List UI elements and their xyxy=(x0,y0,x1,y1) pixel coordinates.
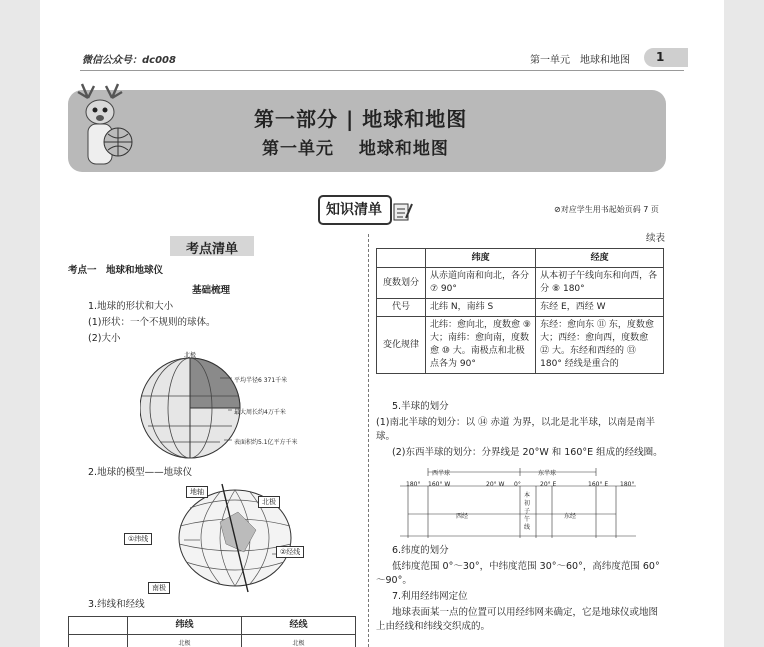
item-globe-model: 2.地球的模型——地球仪 xyxy=(88,467,193,478)
item-size: (2)大小 xyxy=(88,333,121,344)
page-num-tab xyxy=(644,48,688,67)
student-book-ref: ⊘对应学生用书起始页码 7 页 xyxy=(554,205,659,214)
continued-label: 续表 xyxy=(646,233,666,244)
north-pole-label: 北极 xyxy=(184,352,197,359)
lon-header: 经线 xyxy=(242,617,356,635)
tick-160w: 160° W xyxy=(428,481,451,488)
west-longitude-label: 西经 xyxy=(456,513,469,520)
tick-160e: 160° E xyxy=(588,481,609,488)
row-label: 度数划分 xyxy=(377,268,426,299)
table-cell: 从本初子午线向东和向西，各分 ⑧ 180° xyxy=(536,268,664,299)
table-cell: 北纬：愈向北，度数愈 ⑨ 大；南纬：愈向南，度数愈 ⑩ 大。南极点和北极点各为 90° xyxy=(426,317,536,374)
tick-0: 0° xyxy=(514,481,521,488)
grid-positioning-text: 地球表面某一点的位置可以用经纬网来确定，它是地球仪或地图上由经线和纬线交织成的。 xyxy=(376,607,659,632)
globe-model-diagram xyxy=(160,482,310,594)
column-divider xyxy=(368,234,369,647)
longitude-header: 经度 xyxy=(536,249,664,268)
row-label xyxy=(69,635,128,647)
lon-cell: 北极 xyxy=(242,635,356,647)
table-cell: 东经 E，西经 W xyxy=(536,299,664,317)
header-rule xyxy=(80,70,684,71)
table-corner xyxy=(377,249,426,268)
lat-lon-cont-table xyxy=(376,248,664,374)
globe-north-label: 北极 xyxy=(258,496,280,508)
table-cell: 北纬 N，南纬 S xyxy=(426,299,536,317)
row-label: 变化规律 xyxy=(377,317,426,374)
tick-180w: 180° xyxy=(406,481,421,488)
table-cell: 东经：愈向东 ⑪ 东，度数愈大；西经：愈向西，度数愈 ⑫ 大。东经和西经的 ⑬ 180° 经线是重合的 xyxy=(536,317,664,374)
west-hemisphere-label: 西半球 xyxy=(432,470,451,477)
east-longitude-label: 东经 xyxy=(564,513,577,520)
item-grid-positioning: 7.利用经纬网定位 xyxy=(392,591,468,602)
unit-title: 第一单元 地球和地图 xyxy=(262,139,449,159)
page-number: 1 xyxy=(656,50,665,64)
radius-label: 平均半径6 371千米 xyxy=(234,377,288,384)
latitude-zones-text: 低纬度范围 0°～30°，中纬度范围 30°～60°，高纬度范围 60°～90°。 xyxy=(376,561,660,586)
south-pole-label: 南极 xyxy=(148,582,170,594)
part-title: 第一部分 | 地球和地图 xyxy=(254,107,468,131)
lat-header: 纬线 xyxy=(128,617,242,635)
deer-mascot-icon xyxy=(72,80,142,172)
notebook-pen-icon xyxy=(392,200,414,222)
east-hemisphere-label: 东半球 xyxy=(538,470,557,477)
item-hemispheres: 5.半球的划分 xyxy=(392,401,449,412)
section-tag: 考点清单 xyxy=(186,242,239,257)
wechat-id: 微信公众号：dc008 xyxy=(82,55,176,66)
latitude-header: 纬度 xyxy=(426,249,536,268)
knowledge-list-label: 知识清单 xyxy=(326,202,382,218)
item-ew-hemisphere: (2)东西半球的划分：分界线是 20°W 和 160°E 组成的经线圈。 xyxy=(392,447,663,458)
area-label: 表面积约5.1亿平方千米 xyxy=(234,439,298,446)
lat-lon-table xyxy=(68,616,356,647)
circumference-label: 最大周长约4万千米 xyxy=(234,409,286,416)
row-label: 代号 xyxy=(377,299,426,317)
table-corner xyxy=(69,617,128,635)
longitude-line-label: ②经线 xyxy=(276,546,304,558)
item-latitude-zones: 6.纬度的划分 xyxy=(392,545,449,556)
unit-header: 第一单元 地球和地图 xyxy=(530,55,630,66)
tick-20e: 20° E xyxy=(540,481,557,488)
item-shape-size: 1.地球的形状和大小 xyxy=(88,301,174,312)
topic-one-title: 考点一 地球和地球仪 xyxy=(68,265,164,276)
tick-180e: 180° xyxy=(620,481,635,488)
axis-label: 地轴 xyxy=(186,486,208,498)
textbook-page xyxy=(40,0,724,647)
table-cell: 从赤道向南和向北，各分 ⑦ 90° xyxy=(426,268,536,299)
basics-heading: 基础梳理 xyxy=(192,285,231,296)
lat-cell: 北极 xyxy=(128,635,242,647)
prime-meridian-label: 本初子午线 xyxy=(524,492,531,531)
item-lat-lon: 3.纬线和经线 xyxy=(88,599,145,610)
tick-20w: 20° W xyxy=(486,481,505,488)
latitude-line-label: ①纬线 xyxy=(124,533,152,545)
item-shape: (1)形状：一个不规则的球体。 xyxy=(88,317,216,328)
item-ns-hemisphere: (1)南北半球的划分：以 ⑭ 赤道 为界，以北是北半球，以南是南半球。 xyxy=(376,417,656,442)
